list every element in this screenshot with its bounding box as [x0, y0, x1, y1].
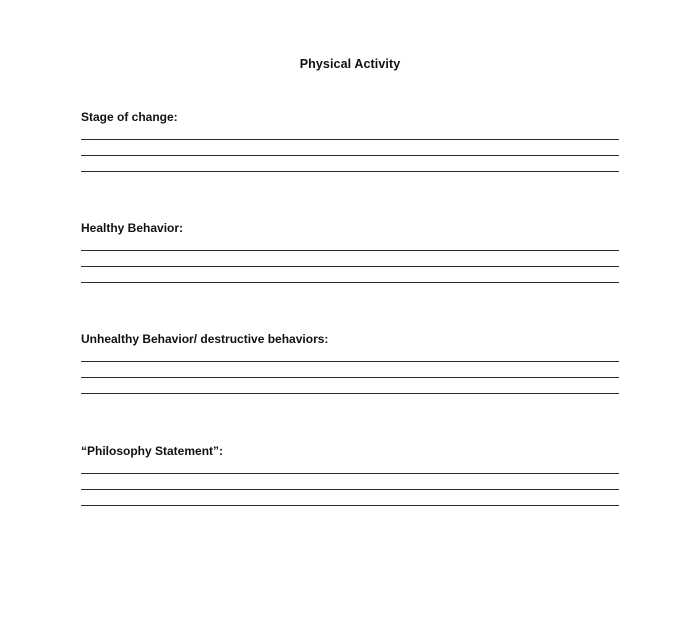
- answer-line[interactable]: [81, 489, 619, 490]
- answer-line[interactable]: [81, 139, 619, 140]
- section-stage-of-change: [81, 109, 619, 172]
- answer-line[interactable]: [81, 266, 619, 267]
- section-heading: “Philosophy Statement”:: [81, 444, 224, 458]
- section-unhealthy-behavior: [81, 331, 619, 394]
- answer-line[interactable]: [81, 282, 619, 283]
- answer-line[interactable]: [81, 377, 619, 378]
- answer-line[interactable]: [81, 250, 619, 251]
- section-philosophy-statement: [81, 443, 619, 506]
- answer-line[interactable]: [81, 473, 619, 474]
- answer-line[interactable]: [81, 361, 619, 362]
- section-healthy-behavior: [81, 220, 619, 283]
- section-heading: Unhealthy Behavior/ destructive behaviors:: [81, 332, 329, 346]
- answer-lines: [81, 250, 619, 283]
- section-heading: Healthy Behavior:: [81, 221, 184, 235]
- section-heading: Stage of change:: [81, 110, 178, 124]
- page-title: Physical Activity: [299, 57, 401, 71]
- answer-lines: [81, 361, 619, 394]
- answer-lines: [81, 473, 619, 506]
- answer-line[interactable]: [81, 505, 619, 506]
- answer-line[interactable]: [81, 155, 619, 156]
- answer-line[interactable]: [81, 393, 619, 394]
- answer-lines: [81, 139, 619, 172]
- answer-line[interactable]: [81, 171, 619, 172]
